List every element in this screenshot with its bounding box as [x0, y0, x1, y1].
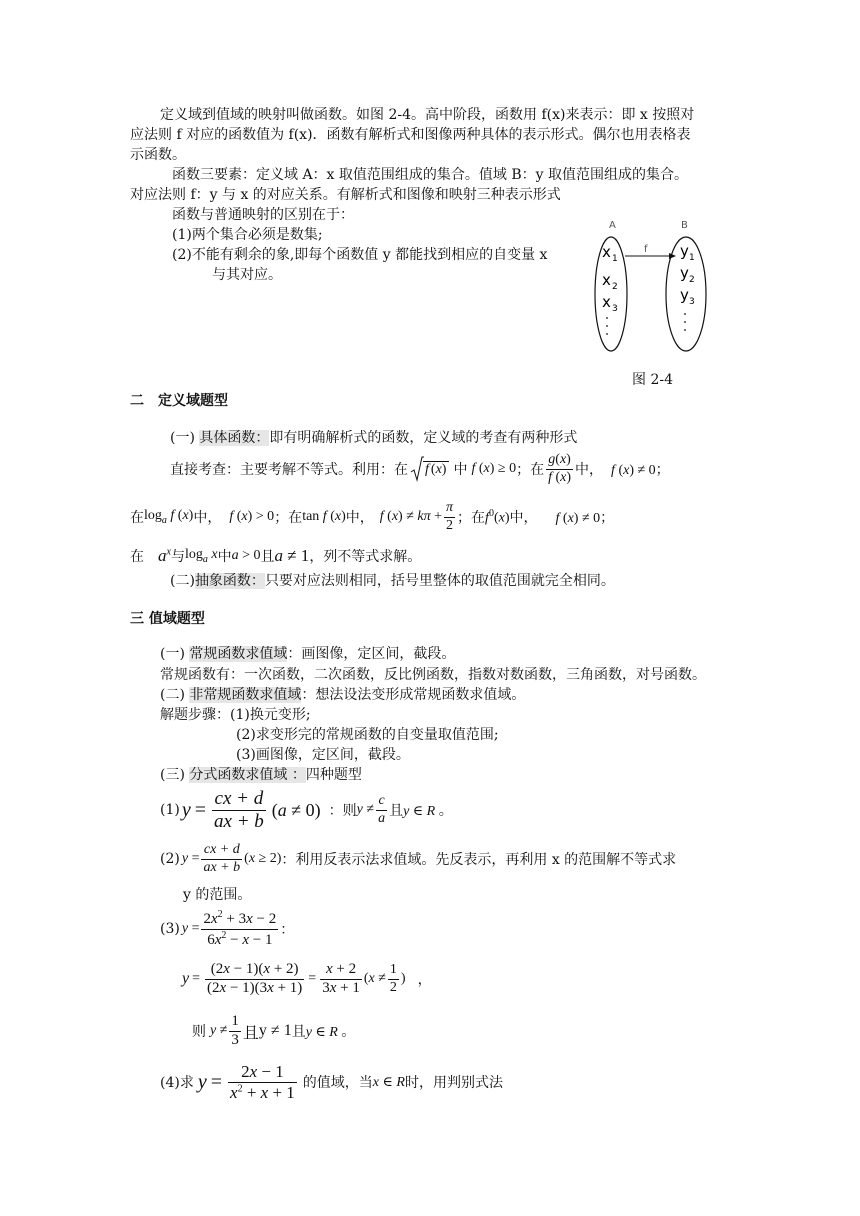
domain-conditions-line: 在 $\log_a f$ (x) 中， f (x) > 0 ；在 tan f (x) 中， f (x) ≠ kπ + $\frac{\pi}{2}$ ；在 $f^0(x)$ 中， f (x) ≠ 0； — [130, 500, 615, 533]
difference-item-2-cont: 与其对应。 — [212, 267, 282, 283]
fractional-range-highlight: 分式函数求值域 ： — [189, 767, 306, 783]
type-2-line-cont: y 的范围。 — [183, 887, 252, 903]
exp-log-condition-line: 在 $a^x$ 与 $\log_a x$ 中 a > 0 且 a ≠ 1 ，列不等式求解。 — [130, 546, 422, 565]
three-elements-line-2: 对应法则 f：y 与 x 的对应关系。有解析式和图像和映射三种表示形式 — [130, 187, 561, 203]
solution-step-2: (2)求变形完的常规函数的自变量取值范围; — [236, 727, 499, 743]
type-3-line: (3) y = $\frac{2x^2 + 3x - 2}{6x^2 - x - 1}$ ： — [160, 909, 295, 948]
section-2-heading: 二 定义域题型 — [130, 393, 228, 409]
solution-step-1: 解题步骤：(1)换元变形; — [160, 707, 311, 723]
y1: y — [680, 242, 689, 260]
g-over-f-fraction: $\frac{g(x)}{f (x)}$ — [548, 452, 572, 485]
type-2-line: (2) y = $\frac{cx + d}{ax + b}$ (x ≥ 2) ：利用反表示法求值域。先反表示，再利用 x 的范围解不等式求 — [160, 842, 677, 875]
type-1-line: (1) y = $\frac{cx + d}{ax + b}$ (a ≠ 0) ：则 y ≠ $\frac{c}{a}$ 且 y ∈ R 。 — [160, 787, 453, 832]
intro-line-3: 示函数。 — [130, 147, 186, 163]
left-ellipsis — [606, 317, 608, 335]
x1: x — [602, 243, 611, 261]
arrowhead-icon — [669, 253, 676, 259]
difference-item-2: (2)不能有剩余的象,即每个函数值 y 都能找到相应的自变量 x — [172, 247, 548, 263]
y2: y — [680, 264, 689, 282]
three-elements-line-1: 函数三要素：定义域 A：x 取值范围组成的集合。值域 B：y 取值范围组成的集合。 — [172, 167, 689, 183]
y3: y — [680, 286, 689, 304]
regular-range-highlight: 常规函数求值域 — [189, 646, 288, 662]
x1-sub: 1 — [612, 254, 618, 264]
set-a-ellipse — [595, 237, 627, 351]
x2: x — [602, 271, 611, 289]
regular-functions-list: 常规函数有：一次函数，二次函数，反比例函数，指数对数函数，三角函数，对号函数。 — [160, 667, 706, 683]
y2-sub: 2 — [689, 275, 695, 285]
regular-range-line: (一) 常规函数求值域：画图像，定区间，截段。 — [160, 646, 456, 662]
irregular-range-line: (二) 非常规函数求值域：想法设法变形成常规函数求值域。 — [160, 687, 526, 703]
section-3-heading: 三 值域题型 — [130, 611, 205, 627]
sqrt-expression: f — [410, 456, 431, 482]
x3: x — [602, 293, 611, 311]
direct-exam-line: 直接考查：主要考解不等式。利用：在 f (x) 中 f (x) ≥ 0 ；在 $\frac{g(x)}{f (x)}$ 中， f (x) ≠ 0； — [170, 452, 670, 485]
y3-sub: 3 — [689, 297, 695, 307]
intro-line-1: 定义域到值域的映射叫做函数。如图 2-4。高中阶段，函数用 f(x)来表示：即 x 按照对 — [160, 107, 695, 123]
irregular-range-highlight: 非常规函数求值域 — [189, 687, 302, 703]
solution-step-3: (3)画图像，定区间，截段。 — [236, 747, 410, 763]
x2-sub: 2 — [612, 282, 618, 292]
figure-caption: 图 2-4 — [632, 372, 673, 388]
arrow-label: f — [644, 244, 648, 255]
mapping-diagram — [592, 214, 712, 354]
y1-sub: 1 — [689, 253, 695, 263]
type-3-factored-line: y = $\frac{(2x - 1)(x + 2)}{(2x - 1)(3x + 1)}$ = $\frac{x + 2}{3x + 1}$ (x ≠ $\frac{1}{2}$ ) ， — [182, 961, 432, 996]
set-a-label: A — [609, 220, 616, 231]
concrete-function-line: (一) 具体函数：即有明确解析式的函数，定义域的考查有两种形式 — [170, 430, 578, 446]
fractional-range-line: (三) 分式函数求值域 ：四种题型 — [160, 767, 362, 783]
difference-title: 函数与普通映射的区别在于： — [172, 207, 354, 223]
intro-line-2: 应法则 f 对应的函数值为 f(x)．函数有解析式和图像两种具体的表示形式。偶尔也用表格表 — [130, 127, 691, 143]
abstract-function-highlight: 抽象函数： — [194, 573, 265, 589]
type-3-result-line: 则 y ≠ $\frac{1}{3}$ 且 y ≠ 1 且 y ∈ R 。 — [192, 1013, 356, 1048]
right-ellipsis — [684, 313, 686, 331]
difference-item-1: (1)两个集合必须是数集; — [172, 227, 323, 243]
set-b-label: B — [681, 220, 688, 231]
x3-sub: 3 — [612, 304, 618, 314]
concrete-function-highlight: 具体函数： — [199, 430, 270, 446]
abstract-function-line: (二)抽象函数：只要对应法则相同，括号里整体的取值范围就完全相同。 — [170, 573, 615, 589]
type-4-line: (4)求 y = $\frac{2x - 1}{x^2 + x + 1}$ 的值域，当 x ∈ R 时，用判别式法 — [160, 1061, 503, 1102]
